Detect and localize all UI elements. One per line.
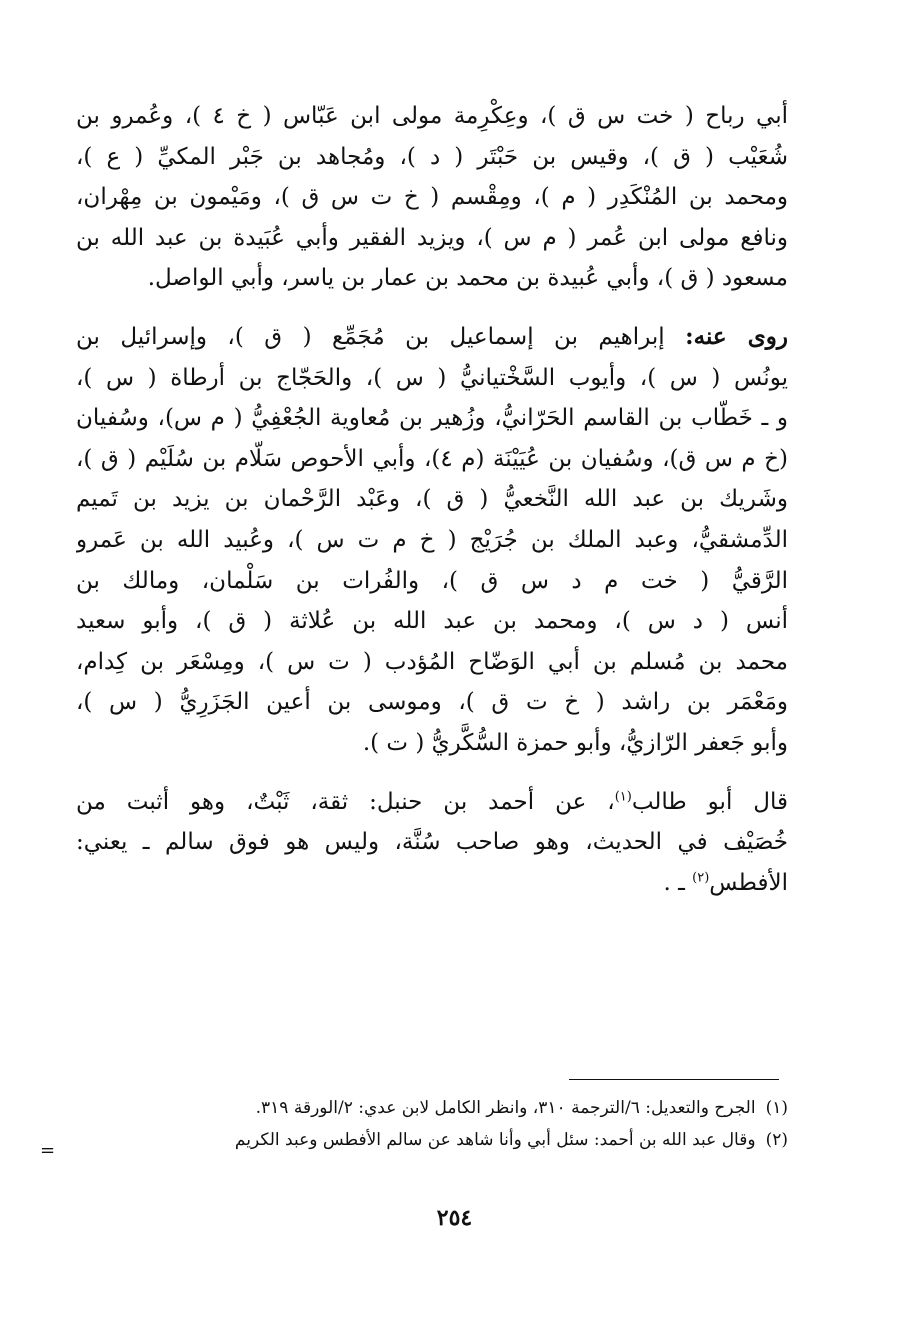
footnote-divider: [569, 1079, 779, 1080]
text-line: وأبو جَعفر الرّازيُّ، وأبو حمزة السُّكَّريُّ ( ت ).: [362, 729, 788, 756]
footnote-ref[interactable]: (١): [614, 788, 632, 804]
text-segment: قال أبو طالب: [631, 788, 788, 815]
paragraph-assessment: [76, 782, 788, 904]
section-lead: روى عنه:: [685, 322, 788, 350]
text-line: (خ م س ق)، وسُفيان بن عُيَيْنَة (م ٤)، وأبي الأحوص سَلّام بن سُلَيْم ( ق )،: [76, 445, 788, 472]
footnote-text: وقال عبد الله بن أحمد: سئل أبي وأنا شاهد عن سالم الأفطس وعبد الكريم: [234, 1130, 756, 1150]
text-line: ومَعْمَر بن راشد ( خ ت ق )، وموسى بن أعين الجَزَرِيُّ ( س )،: [76, 689, 788, 716]
footnote-number: (١): [765, 1098, 788, 1118]
text-line: [76, 317, 788, 358]
text-line: [76, 782, 788, 823]
text-line: و ـ خَطّاب بن القاسم الحَرّانيُّ، وزُهير بن مُعاوية الجُعْفِيُّ ( م س)، وسُفيان: [76, 405, 788, 432]
text-line: أنس ( د س )، ومحمد بن عبد الله بن عُلاثة ( ق )، وأبو سعيد: [76, 608, 788, 635]
text-line: محمد بن مُسلم بن أبي الوَضّاح المُؤدب ( ت س )، ومِسْعَر بن كِدام،: [76, 648, 788, 675]
text-line: مسعود ( ق )، وأبي عُبيدة بن محمد بن عمار بن ياسر، وأبي الواصل.: [147, 265, 788, 292]
text-line: شُعَيْب ( ق )، وقيس بن حَبْتَر ( د )، ومُجاهد بن جَبْر المكيِّ ( ع )،: [76, 143, 788, 170]
text-line: أبي رباح ( خت س ق )، وعِكْرِمة مولى ابن عَبّاس ( خ ٤ )، وعُمرو بن: [76, 103, 788, 129]
text-line: يونُس ( س )، وأيوب السَّخْتيانيُّ ( س )، والحَجّاج بن أرطاة ( س )،: [76, 364, 788, 391]
paragraph-students: [76, 317, 788, 764]
page-number: ٢٥٤: [436, 1205, 473, 1231]
text-line: ومحمد بن المُنْكَدِر ( م )، ومِقْسم ( خ ت س ق )، ومَيْمون بن مِهْران،: [76, 184, 788, 211]
footnote-text: الجرح والتعديل: ٦/الترجمة ٣١٠، وانظر الكامل لابن عدي: ٢/الورقة ٣١٩.: [255, 1098, 756, 1118]
text-line: [76, 863, 788, 904]
paragraph-teachers: [76, 96, 788, 299]
footnote-item: [40, 1092, 788, 1124]
page-body: [76, 96, 788, 903]
footnote-number: (٢): [765, 1130, 788, 1150]
text-segment: الأفطس: [709, 869, 788, 896]
continuation-mark: =: [40, 1140, 56, 1161]
text-line: خُصَيْف في الحديث، وهو صاحب سُنَّة، وليس هو فوق سالم ـ يعني:: [76, 829, 788, 856]
footnote-ref[interactable]: (٢): [692, 870, 710, 886]
text-segment: إبراهيم بن إسماعيل بن مُجَمِّع ( ق )، وإسرائيل بن: [76, 323, 686, 350]
text-line: ونافع مولى ابن عُمر ( م س )، ويزيد الفقير وأبي عُبَيدة بن عبد الله بن: [76, 224, 788, 251]
text-line: الدِّمشقيُّ، وعبد الملك بن جُرَيْج ( خ م ت س )، وعُبيد الله بن عَمرو: [76, 526, 788, 553]
text-segment: ، عن أحمد بن حنبل: ثقة، ثَبْتٌ، وهو أثبت من: [76, 788, 615, 815]
text-line: وشَريك بن عبد الله النَّخعيُّ ( ق )، وعَبْد الرَّحْمان بن يزيد بن تَميم: [76, 486, 788, 513]
footnotes: [40, 1092, 788, 1156]
text-line: الرَّقيُّ ( خت م د س ق )، والفُرات بن سَلْمان، ومالك بن: [76, 567, 788, 594]
footnote-item: [40, 1124, 788, 1156]
text-segment: ـ .: [663, 869, 693, 896]
